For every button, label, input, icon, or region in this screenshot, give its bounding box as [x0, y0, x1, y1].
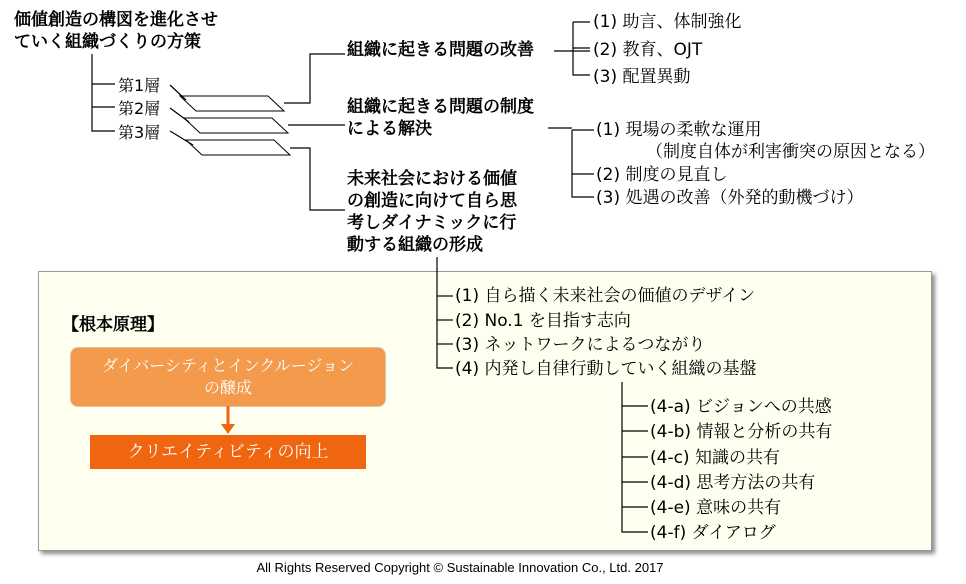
- branch3-subitem-b: (4-b) 情報と分析の共有: [650, 422, 833, 442]
- branch3-heading-line-4: 動する組織の形成: [347, 235, 483, 255]
- branch3-item-4: (4) 内発し自律行動していく組織の基盤: [455, 359, 757, 379]
- branch1-item-3: (3) 配置異動: [593, 67, 691, 87]
- branch2-item-1-note: （制度自体が利害衝突の原因となる）: [646, 142, 935, 162]
- layer-label-2: 第2層: [118, 99, 161, 118]
- diversity-inclusion-box: [70, 347, 386, 407]
- branch3-heading-line-1: 未来社会における価値: [347, 169, 517, 189]
- diversity-inclusion-line-1: ダイバーシティとインクルージョン: [101, 356, 355, 375]
- branch3-subitem-e: (4-e) 意味の共有: [650, 498, 782, 518]
- branch3-subitem-c: (4-c) 知識の共有: [650, 448, 780, 468]
- branch3-item-1: (1) 自ら描く未来社会の価値のデザイン: [455, 286, 756, 306]
- layer-label-3: 第3層: [118, 123, 161, 142]
- branch1-item-2: (2) 教育、OJT: [593, 40, 703, 60]
- layer-plane-1: [180, 96, 284, 111]
- branch2-heading-line-2: による解決: [347, 119, 432, 139]
- layer-label-1: 第1層: [118, 76, 161, 95]
- title-line-1: 価値創造の構図を進化させ: [14, 10, 218, 30]
- branch2-heading-line-1: 組織に起きる問題の制度: [347, 97, 534, 117]
- principle-label: 【根本原理】: [62, 315, 164, 335]
- branch3-subitem-d: (4-d) 思考方法の共有: [650, 473, 816, 493]
- branch2-item-2: (2) 制度の見直し: [596, 165, 728, 185]
- branch1-item-1: (1) 助言、体制強化: [593, 12, 742, 32]
- branch2-item-1: (1) 現場の柔軟な運用: [596, 120, 762, 140]
- diversity-inclusion-line-2: の醸成: [203, 378, 252, 397]
- copyright-footer: All Rights Reserved Copyright © Sustainable Innovation Co., Ltd. 2017: [256, 560, 664, 575]
- layer-plane-2: [184, 118, 288, 133]
- branch3-subitem-f: (4-f) ダイアログ: [650, 523, 776, 543]
- creativity-result-bar: クリエイティビティの向上: [90, 435, 366, 469]
- branch3-heading-line-2: の創造に向けて自ら思: [347, 191, 517, 211]
- branch2-item-3: (3) 処遇の改善（外発的動機づけ）: [596, 188, 864, 208]
- branch3-heading-line-3: 考しダイナミックに行: [347, 213, 517, 233]
- layer-plane-3: [186, 140, 290, 155]
- branch1-heading: 組織に起きる問題の改善: [347, 40, 534, 60]
- branch3-item-2: (2) No.1 を目指す志向: [455, 311, 631, 331]
- title-line-2: ていく組織づくりの方策: [14, 32, 201, 52]
- branch3-item-3: (3) ネットワークによるつながり: [455, 335, 706, 355]
- branch3-subitem-a: (4-a) ビジョンへの共感: [650, 397, 832, 417]
